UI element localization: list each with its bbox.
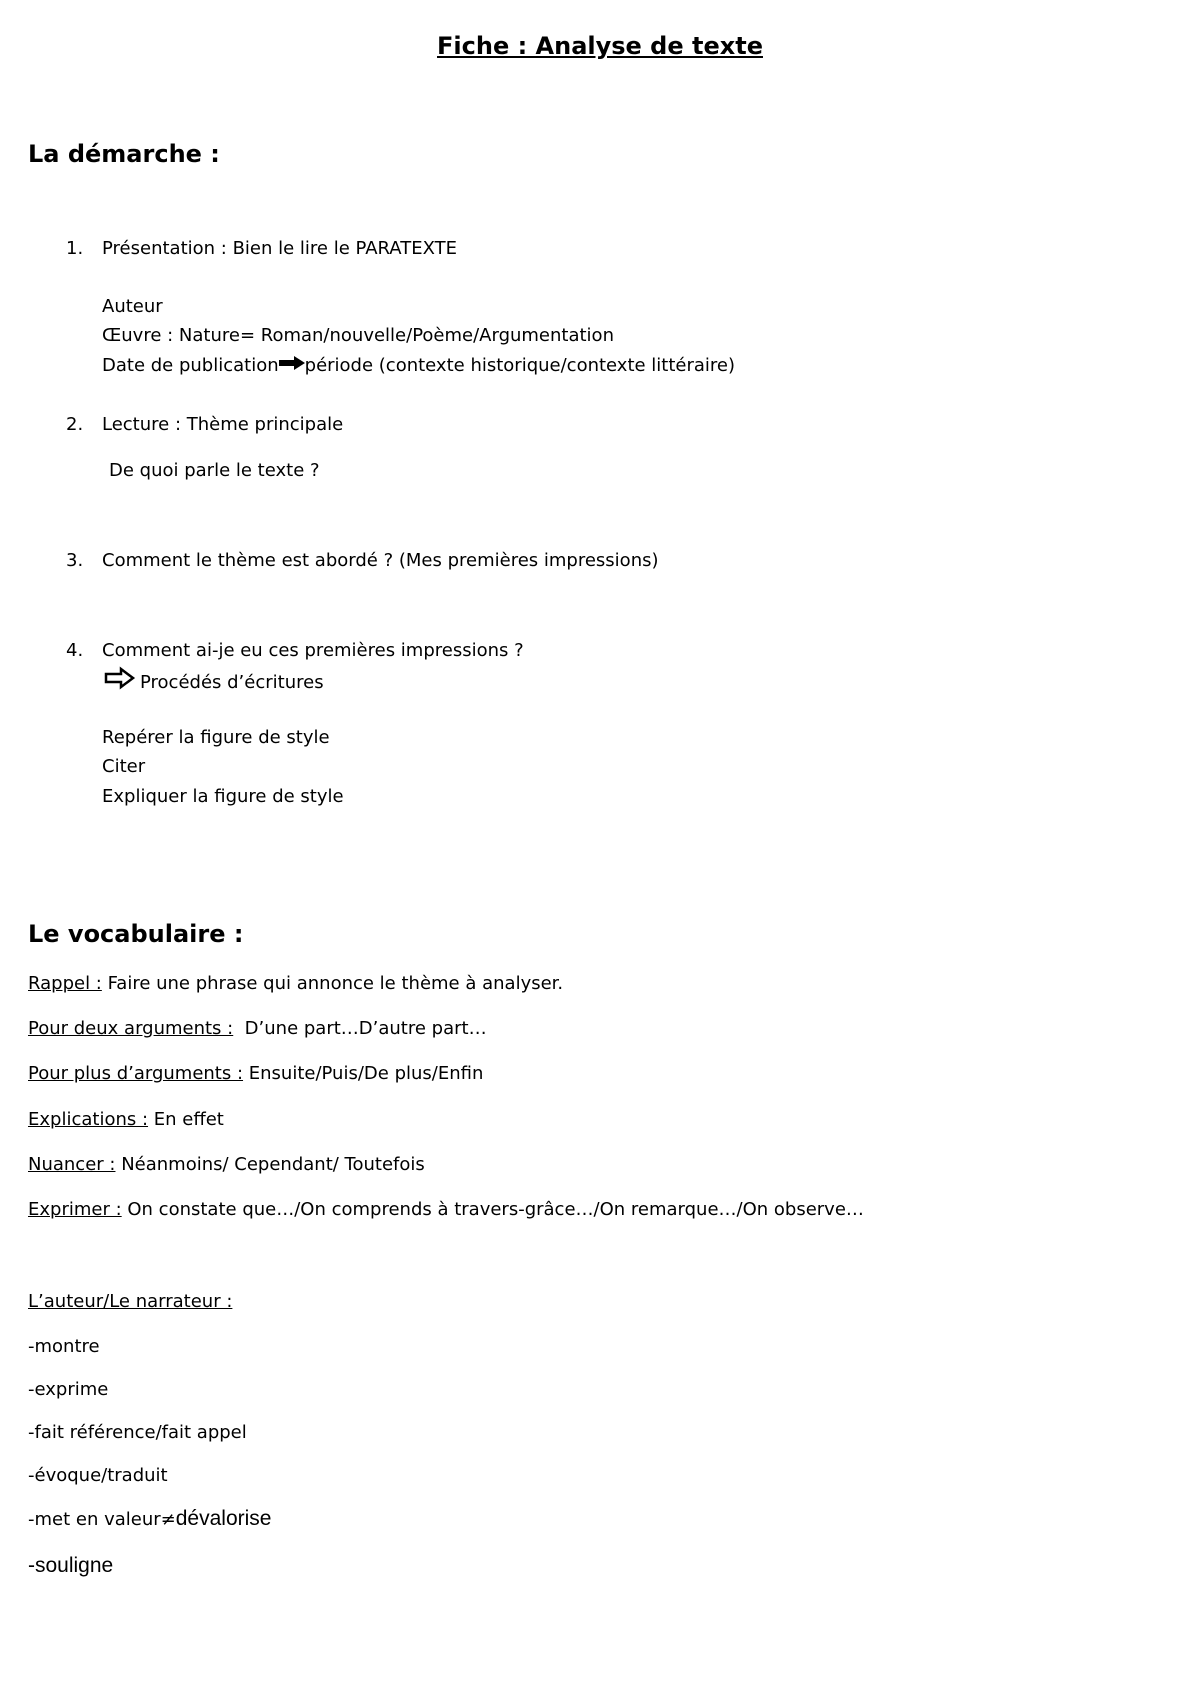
step-4-text: Comment ai-je eu ces premières impressions ?	[102, 640, 524, 661]
step-4-detail: Expliquer la figure de style	[102, 786, 344, 807]
auteur-heading: L’auteur/Le narrateur :	[28, 1291, 233, 1312]
vocab-label: Rappel :	[28, 973, 102, 994]
vocab-label: Pour deux arguments :	[28, 1018, 234, 1039]
verb-item: -exprime	[28, 1379, 109, 1400]
vocab-item	[28, 1061, 483, 1087]
vocab-label: Pour plus d’arguments :	[28, 1063, 244, 1084]
vocab-text: On constate que…/On comprends à travers-grâce…/On remarque…/On observe…	[121, 1199, 864, 1220]
vocab-label: Exprimer :	[28, 1199, 122, 1220]
vocab-item	[28, 1152, 425, 1178]
arrow-text: Procédés d’écritures	[140, 672, 324, 693]
vocab-item	[28, 971, 563, 997]
step-number: 4.	[66, 640, 84, 661]
step-2-label: Lecture :	[102, 414, 182, 435]
outline-right-arrow-icon	[104, 666, 136, 698]
step-4-detail: Citer	[102, 756, 146, 777]
step-number: 1.	[66, 238, 84, 259]
right-arrow-icon	[279, 352, 305, 378]
vocab-item	[28, 1107, 224, 1133]
vocab-text: D’une part…D’autre part…	[233, 1018, 487, 1039]
vocab-text: Ensuite/Puis/De plus/Enfin	[243, 1063, 484, 1084]
date-after-text: période (contexte historique/contexte littéraire)	[304, 355, 736, 376]
verb-item-valeur	[28, 1506, 271, 1533]
step-1-detail: Œuvre : Nature= Roman/nouvelle/Poème/Argumentation	[102, 325, 614, 346]
section-heading-demarche: La démarche :	[28, 140, 220, 168]
verb-item: -évoque/traduit	[28, 1465, 168, 1486]
verb-item-souligne	[28, 1553, 113, 1580]
page-title: Fiche : Analyse de texte	[437, 32, 763, 60]
vocab-label: Nuancer :	[28, 1154, 116, 1175]
step-number: 2.	[66, 414, 84, 435]
step-1-date-line	[102, 352, 735, 380]
step-4-arrow-line	[104, 666, 324, 700]
verb-item: -montre	[28, 1336, 100, 1357]
vocab-text: En effet	[148, 1109, 224, 1130]
step-1-text: Bien le lire le PARATEXTE	[226, 238, 457, 259]
verb-item: -fait référence/fait appel	[28, 1422, 247, 1443]
step-2-sub: De quoi parle le texte ?	[109, 460, 320, 481]
valeur-after: dévalorise	[175, 1507, 272, 1530]
step-3-text: Comment le thème est abordé ? (Mes premières impressions)	[102, 550, 659, 571]
step-2-text: Thème principale	[181, 414, 344, 435]
vocab-label: Explications :	[28, 1109, 149, 1130]
step-1-line	[102, 236, 457, 262]
section-heading-vocabulaire: Le vocabulaire :	[28, 920, 244, 948]
vocab-text: Faire une phrase qui annonce le thème à analyser.	[101, 973, 564, 994]
vocab-text: Néanmoins/ Cependant/ Toutefois	[115, 1154, 425, 1175]
step-number: 3.	[66, 550, 84, 571]
souligne-text: -souligne	[28, 1554, 114, 1577]
date-before-text: Date de publication	[102, 355, 279, 376]
step-1-label: Présentation :	[102, 238, 227, 259]
valeur-before: -met en valeur≠	[28, 1509, 176, 1530]
step-4-detail: Repérer la figure de style	[102, 727, 330, 748]
step-2-line	[102, 412, 343, 438]
step-1-detail: Auteur	[102, 296, 163, 317]
vocab-item	[28, 1197, 864, 1223]
vocab-item	[28, 1016, 487, 1042]
